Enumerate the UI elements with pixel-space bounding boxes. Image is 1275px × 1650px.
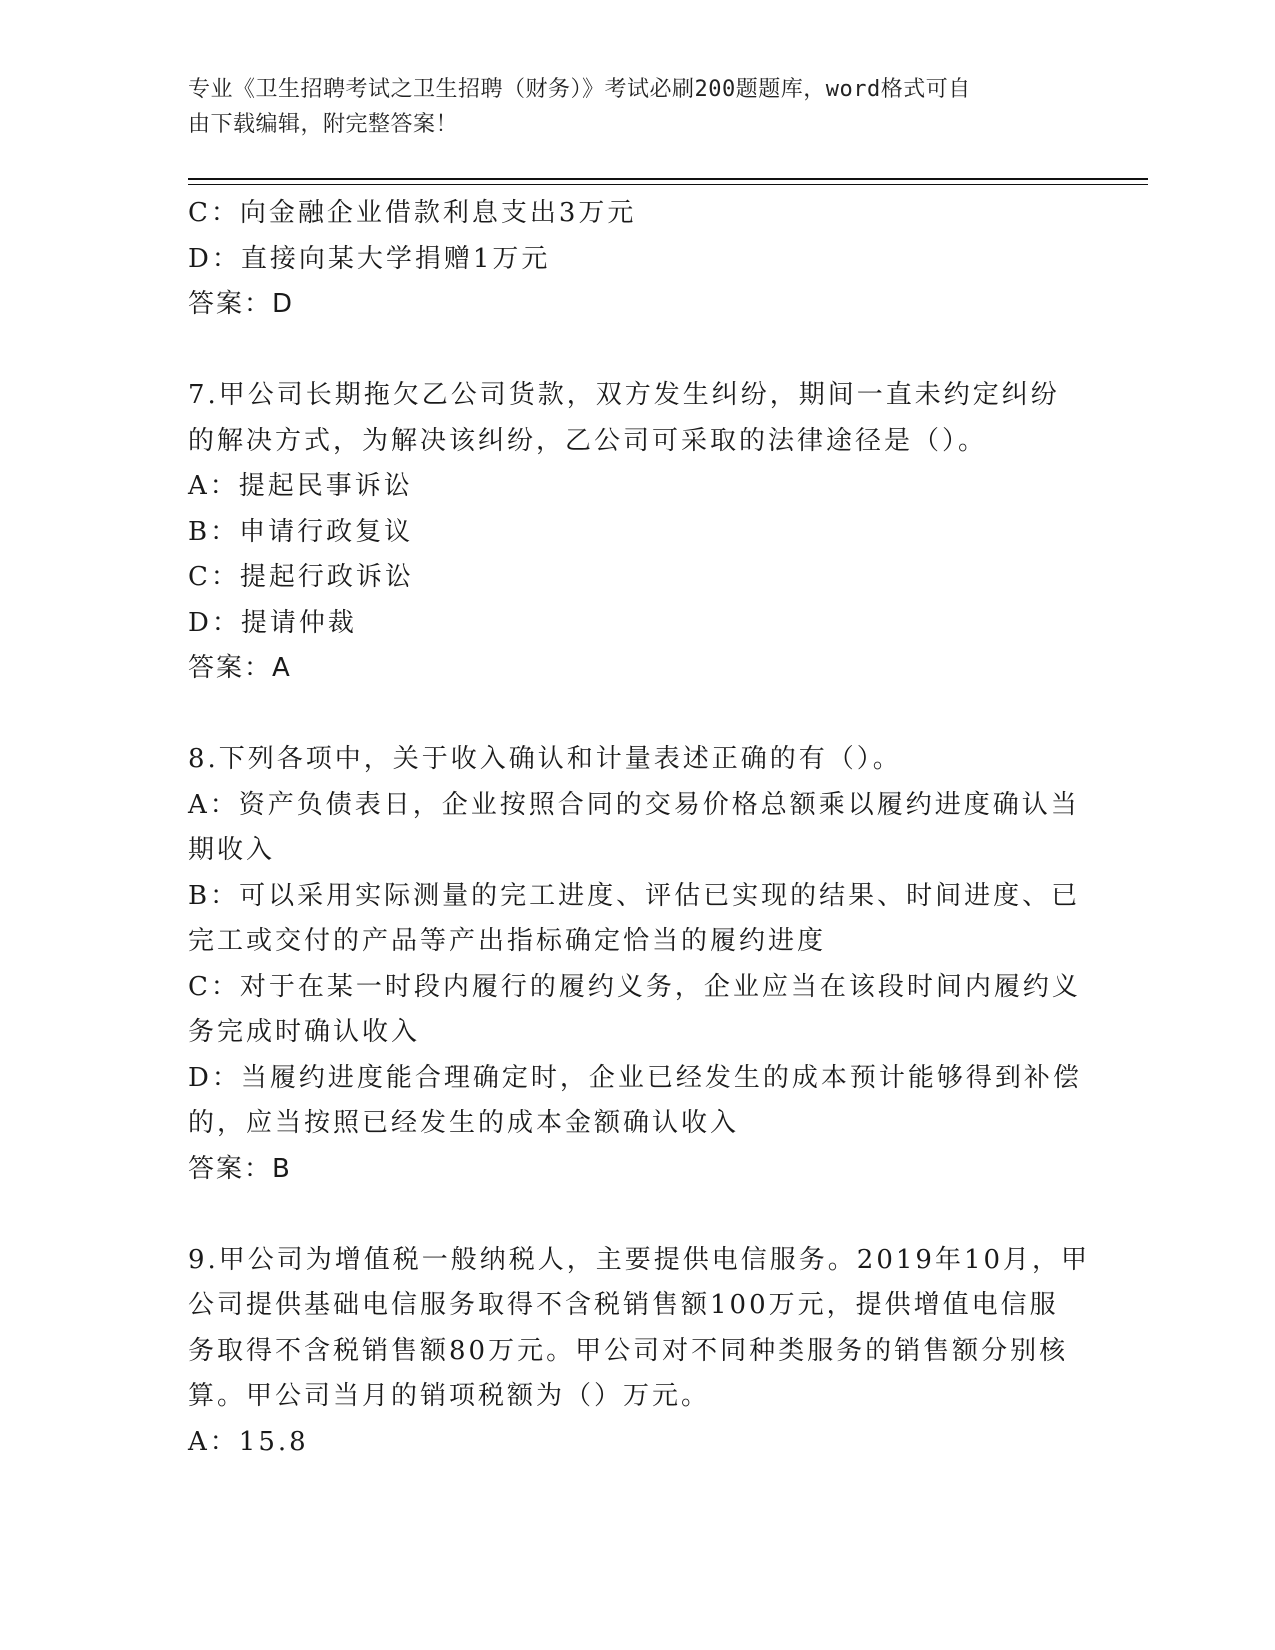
header-line-1: 专业《卫生招聘考试之卫生招聘（财务）》考试必刷200题题库，word格式可自: [188, 77, 971, 102]
header-divider-thick: [188, 178, 1148, 180]
q7-option-c: C：提起行政诉讼: [188, 562, 414, 592]
q8-option-a-line-2: 期收入: [188, 835, 276, 865]
q8-option-c-line-1: C：对于在某一时段内履行的履约义务，企业应当在该段时间内履约义: [188, 971, 1081, 1002]
q8-option-d-line-2: 的，应当按照已经发生的成本金额确认收入: [188, 1108, 740, 1138]
spacer: [188, 328, 1068, 374]
q9-stem-line-2: 公司提供基础电信服务取得不含税销售额100万元，提供增值电信服: [188, 1290, 1059, 1320]
header-line-2: 由下载编辑，附完整答案！: [188, 112, 459, 137]
q9-option-a: A：15.8: [188, 1426, 309, 1457]
q8-option-a-line-1: A：资产负债表日，企业按照合同的交易价格总额乘以履约进度确认当: [188, 789, 1080, 820]
q9-stem-line-3: 务取得不含税销售额80万元。甲公司对不同种类服务的销售额分别核: [188, 1335, 1069, 1366]
q7-option-a: A：提起民事诉讼: [188, 471, 413, 501]
q7-option-d: D：提请仲裁: [188, 607, 357, 638]
question-9: [188, 1238, 1091, 1466]
q8-option-b-line-2: 完工或交付的产品等产出指标确定恰当的履约进度: [188, 926, 827, 956]
q9-stem-line-4: 算。甲公司当月的销项税额为（）万元。: [188, 1381, 711, 1411]
q7-stem-line-2: 的解决方式，为解决该纠纷，乙公司可采取的法律途径是（）。: [188, 425, 988, 456]
q8-answer: 答案：B: [188, 1153, 292, 1184]
question-8: [188, 737, 1082, 1192]
spacer: [188, 1192, 1068, 1238]
q8-option-c-line-2: 务完成时确认收入: [188, 1017, 421, 1047]
q7-option-b: B：申请行政复议: [188, 516, 414, 547]
document-header: [188, 72, 1068, 142]
q6-answer: 答案：D: [188, 289, 295, 319]
q8-option-b-line-1: B：可以采用实际测量的完工进度、评估已实现的结果、时间进度、已: [188, 880, 1081, 911]
spacer: [188, 692, 1068, 738]
q8-stem: 8.下列各项中，关于收入确认和计量表述正确的有（）。: [188, 744, 902, 774]
q7-stem-line-1: 7.甲公司长期拖欠乙公司货款，双方发生纠纷，期间一直未约定纠纷: [188, 380, 1060, 410]
q8-option-d-line-1: D：当履约进度能合理确定时，企业已经发生的成本预计能够得到补偿: [188, 1062, 1082, 1093]
q6-option-d: D：直接向某大学捐赠1万元: [188, 243, 551, 274]
question-7: [188, 373, 1068, 692]
question-6-tail: [188, 191, 1068, 328]
q6-option-c: C：向金融企业借款利息支出3万元: [188, 198, 637, 228]
q7-answer: 答案：A: [188, 653, 292, 683]
header-divider-thin: [188, 184, 1148, 185]
q9-stem-line-1: 9.甲公司为增值税一般纳税人，主要提供电信服务。2019年10月，甲: [188, 1244, 1091, 1275]
document-body: [188, 191, 1091, 1465]
